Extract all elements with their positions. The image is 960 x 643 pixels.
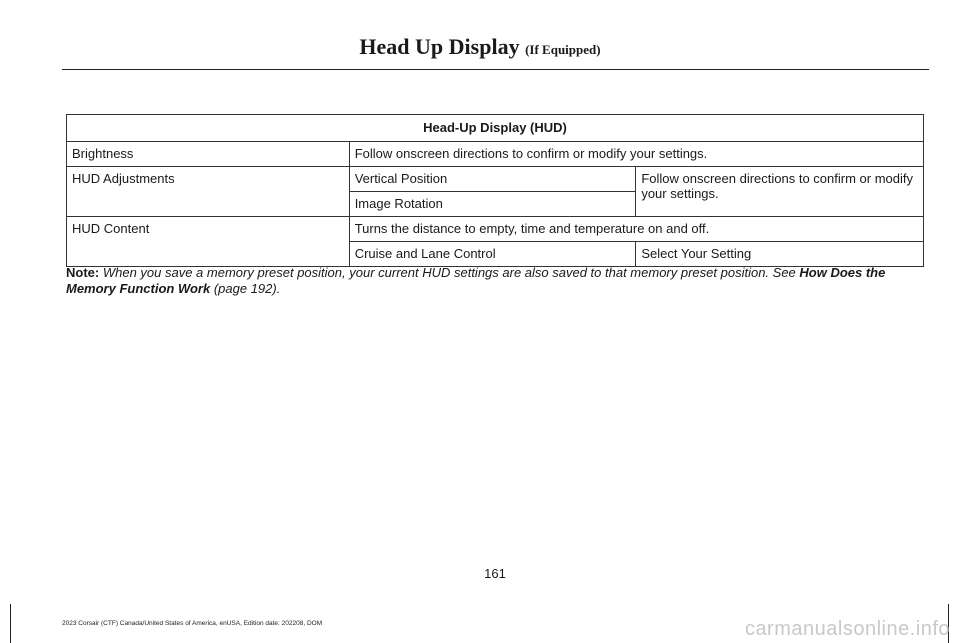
memory-function-link[interactable]: How Does the Memory Function Work — [66, 265, 886, 296]
page-subtitle: (If Equipped) — [525, 42, 601, 57]
table-cell-label: HUD Content — [67, 217, 350, 267]
page-title-text: Head Up Display — [359, 34, 520, 59]
note-text: When you save a memory preset position, your current HUD settings are also saved to that memory preset position. See — [102, 265, 800, 280]
note-page-ref: (page 192). — [210, 281, 281, 296]
table-row — [67, 217, 924, 242]
page-number: 161 — [484, 566, 506, 581]
header-divider — [62, 69, 929, 70]
note-label: Note: — [66, 265, 100, 280]
table-cell-sub: Cruise and Lane Control — [349, 242, 636, 267]
edition-footer: 2023 Corsair (CTF) Canada/United States of America, enUSA, Edition date: 202208, DOM — [62, 620, 323, 627]
table-cell-sub: Image Rotation — [349, 192, 636, 217]
note-paragraph — [66, 265, 928, 297]
table-row — [67, 167, 924, 192]
page-title — [0, 34, 960, 63]
table-cell-description: Select Your Setting — [636, 242, 924, 267]
watermark: carmanualsonline.info — [744, 618, 950, 640]
table-cell-label: HUD Adjustments — [67, 167, 350, 217]
table-row — [67, 142, 924, 167]
hud-settings-table — [66, 114, 924, 267]
table-cell-description: Follow onscreen directions to confirm or modify your settings. — [636, 167, 924, 217]
crop-mark-left — [10, 604, 11, 643]
table-cell-description: Turns the distance to empty, time and temperature on and off. — [349, 217, 923, 242]
table-cell-sub: Vertical Position — [349, 167, 636, 192]
table-cell-description: Follow onscreen directions to confirm or modify your settings. — [349, 142, 923, 167]
table-cell-label: Brightness — [67, 142, 350, 167]
table-caption: Head-Up Display (HUD) — [67, 115, 924, 142]
